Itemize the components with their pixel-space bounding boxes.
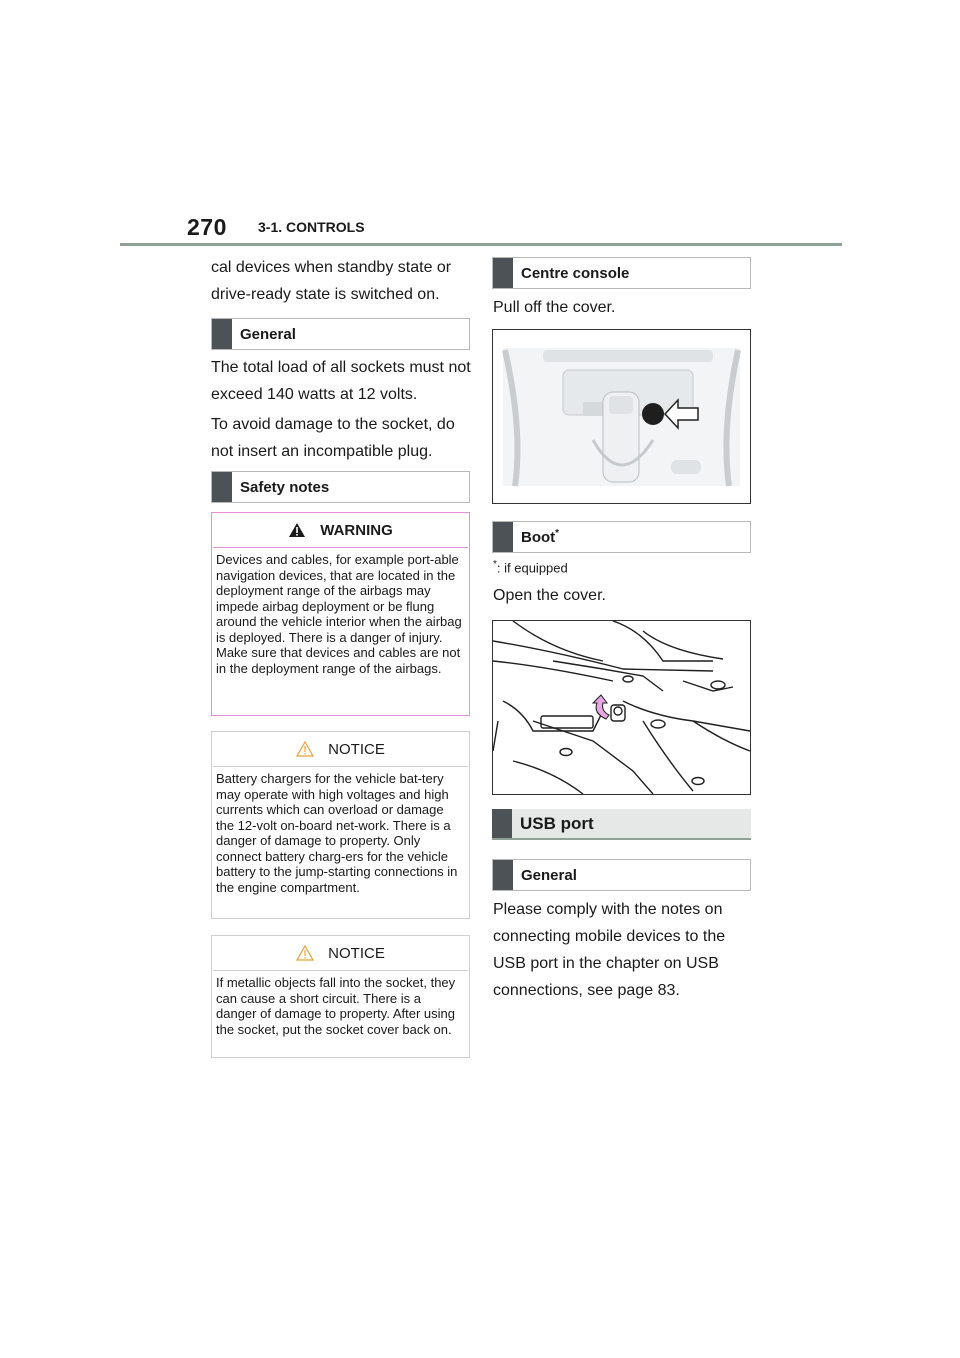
warning-title: WARNING (320, 521, 393, 539)
usb-general-heading (492, 859, 751, 891)
centre-console-instruction: Pull off the cover. (493, 299, 616, 316)
notice-triangle-icon (296, 945, 314, 961)
warning-box (211, 512, 470, 716)
centre-console-heading (492, 257, 751, 289)
heading-bar (493, 860, 513, 890)
chapter-title: 3-1. CONTROLS (258, 219, 365, 235)
centre-console-figure (492, 329, 751, 504)
notice-title-row (212, 936, 469, 970)
heading-bar (492, 809, 512, 838)
notice-body: If metallic objects fall into the socket, they can cause a short circuit. There is a danger of damage to property. After using the socket, put the socket cover back on. (216, 975, 456, 1037)
page-number: 270 (187, 214, 227, 240)
notice-triangle-icon (296, 741, 314, 757)
header-rule (120, 243, 842, 246)
boot-heading (492, 521, 751, 553)
notice-body: Battery chargers for the vehicle bat-tery may operate with high voltages and high currents which can overload or damage the 12-volt on-board net-work. There is a danger of damage to property. Only connect battery charg-ers for the vehicle battery to the jump-starting connections in the engine compartment. (216, 771, 458, 895)
footnote-asterisk: * (493, 559, 497, 570)
boot-instruction: Open the cover. (493, 587, 606, 604)
safety-notes-label: Safety notes (240, 478, 330, 496)
general-paragraph-1: The total load of all sockets must not exceed 140 watts at 12 volts. (211, 359, 471, 403)
safety-notes-heading (211, 471, 470, 503)
notice-title: NOTICE (328, 740, 385, 758)
footnote-text: : if equipped (496, 560, 568, 576)
heading-bar (212, 319, 232, 349)
boot-illustration (493, 621, 750, 794)
general-heading-label: General (240, 325, 296, 343)
boot-label (513, 528, 559, 546)
boot-figure (492, 620, 751, 795)
notice-box-metallic (211, 935, 470, 1058)
warning-triangle-icon (288, 522, 306, 538)
warning-body: Devices and cables, for example port-able navigation devices, that are located in the deployment range of the airbags may impede airbag deployment or be flung around the vehicle interior when the airbag is deployed. There is a danger of injury. Make sure that devices and cables are not in the deployment range of the airbags. (216, 552, 462, 676)
notice-title-row (212, 732, 469, 766)
boot-label-text: Boot (521, 529, 556, 546)
boot-asterisk: * (555, 528, 560, 539)
notice-box-chargers (211, 731, 470, 919)
usb-paragraph: Please comply with the notes on connecting mobile devices to the USB port in the chapter on USB connections, see page 83. (493, 901, 726, 999)
notice-title: NOTICE (328, 944, 385, 962)
heading-bar (493, 258, 513, 288)
usb-general-label: General (521, 866, 577, 884)
centre-console-label: Centre console (521, 264, 630, 282)
socket-marker (642, 403, 664, 425)
heading-bar (493, 522, 513, 552)
centre-console-illustration (493, 330, 750, 503)
warning-title-row (212, 513, 469, 547)
general-paragraph-2: To avoid damage to the socket, do not insert an incompatible plug. (211, 416, 455, 460)
intro-paragraph: cal devices when standby state or drive-ready state is switched on. (211, 259, 452, 303)
heading-bar (212, 472, 232, 502)
usb-port-label: USB port (520, 813, 594, 833)
usb-port-heading (492, 809, 751, 840)
general-heading (211, 318, 470, 350)
footnote (493, 559, 568, 575)
